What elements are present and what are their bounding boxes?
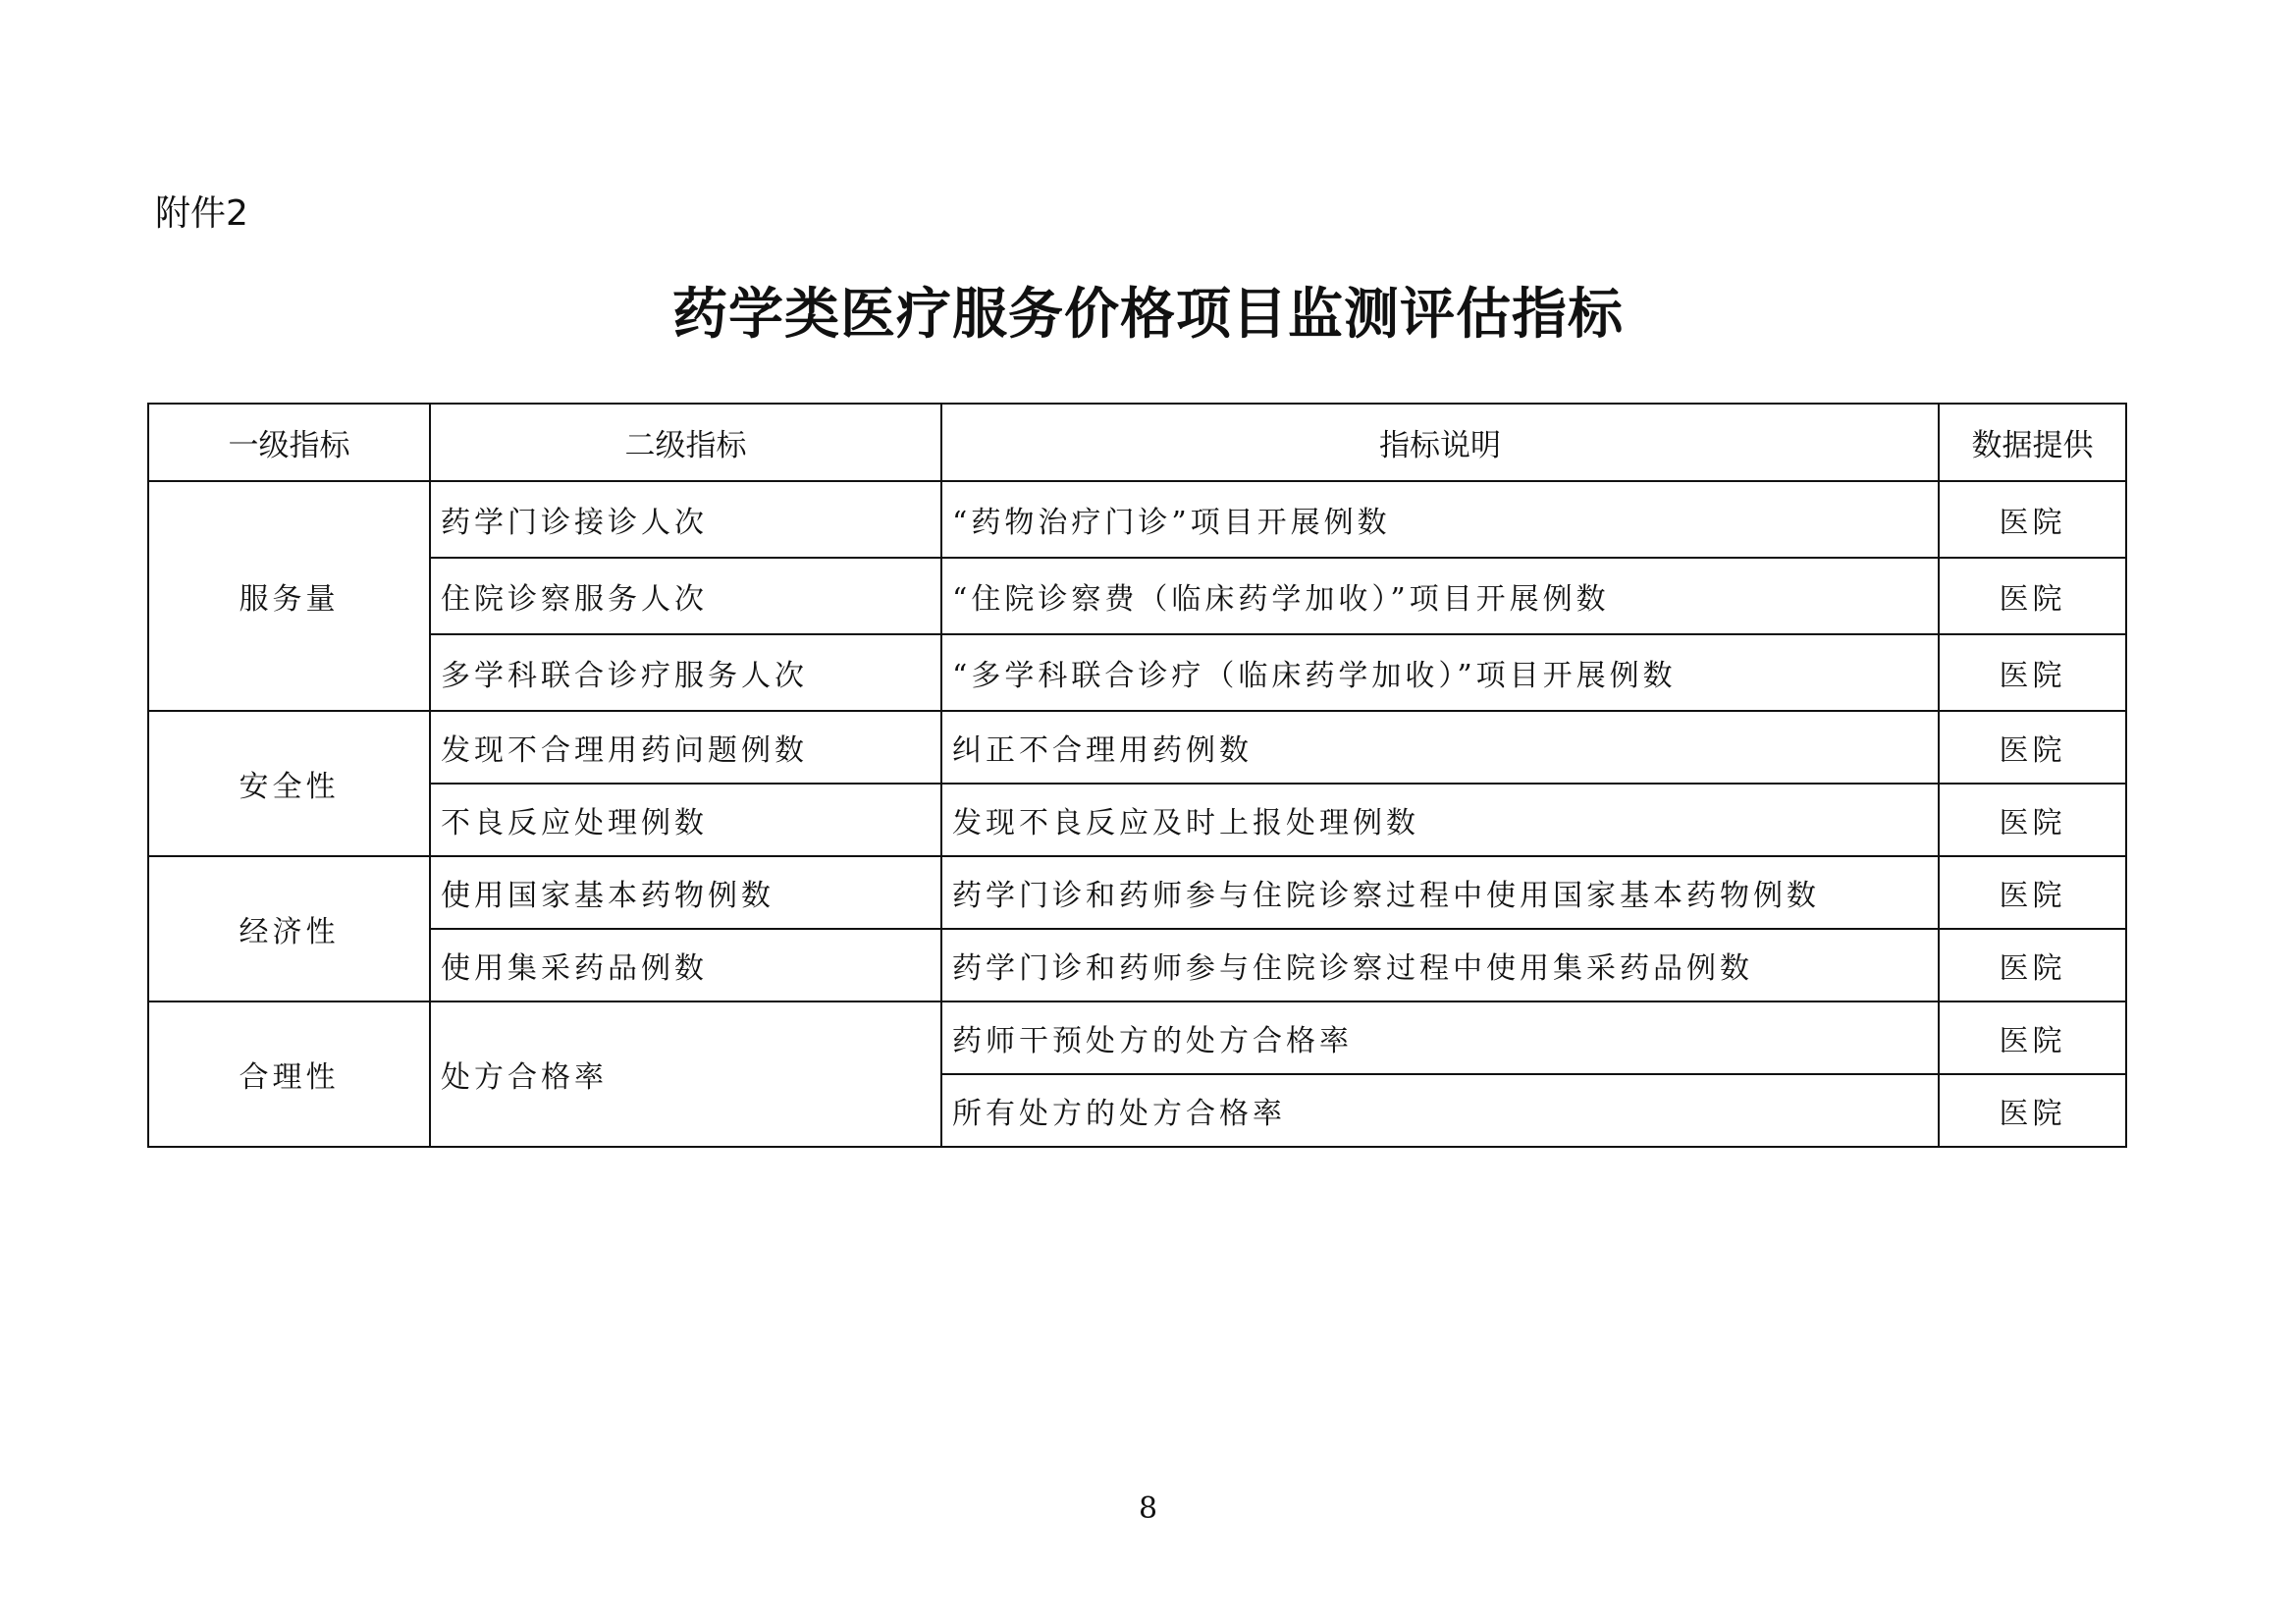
attachment-label: 附件2	[155, 193, 248, 234]
header-provider: 数据提供	[1939, 404, 2126, 481]
description-cell: 发现不良反应及时上报处理例数	[941, 784, 1939, 856]
provider-cell: 医院	[1939, 558, 2126, 634]
provider-cell: 医院	[1939, 856, 2126, 929]
header-level2: 二级指标	[430, 404, 941, 481]
description-cell: 药学门诊和药师参与住院诊察过程中使用国家基本药物例数	[941, 856, 1939, 929]
table-header-row	[148, 404, 2126, 481]
table-row	[148, 481, 2126, 558]
table-row	[148, 558, 2126, 634]
level1-cell-service-volume: 服务量	[148, 481, 430, 711]
header-description: 指标说明	[941, 404, 1939, 481]
page-number: 8	[1138, 1491, 1158, 1526]
level1-cell-economy: 经济性	[148, 856, 430, 1001]
level2-cell: 药学门诊接诊人次	[430, 481, 941, 558]
provider-cell: 医院	[1939, 711, 2126, 784]
table-row	[148, 634, 2126, 711]
description-cell: “住院诊察费（临床药学加收）”项目开展例数	[941, 558, 1939, 634]
level2-cell: 发现不合理用药问题例数	[430, 711, 941, 784]
table-row	[148, 1001, 2126, 1074]
document-title: 药学类医疗服务价格项目监测评估指标	[672, 282, 1624, 347]
table-row	[148, 929, 2126, 1001]
provider-cell: 医院	[1939, 634, 2126, 711]
provider-cell: 医院	[1939, 481, 2126, 558]
provider-cell: 医院	[1939, 1074, 2126, 1147]
description-cell: 药学门诊和药师参与住院诊察过程中使用集采药品例数	[941, 929, 1939, 1001]
level2-cell: 多学科联合诊疗服务人次	[430, 634, 941, 711]
description-cell: 所有处方的处方合格率	[941, 1074, 1939, 1147]
header-level1: 一级指标	[148, 404, 430, 481]
level1-cell-rationality: 合理性	[148, 1001, 430, 1147]
description-cell: 药师干预处方的处方合格率	[941, 1001, 1939, 1074]
provider-cell: 医院	[1939, 929, 2126, 1001]
provider-cell: 医院	[1939, 784, 2126, 856]
table-row	[148, 856, 2126, 929]
level2-cell: 使用集采药品例数	[430, 929, 941, 1001]
description-cell: “多学科联合诊疗（临床药学加收）”项目开展例数	[941, 634, 1939, 711]
indicator-table	[147, 403, 2127, 1148]
level2-cell: 住院诊察服务人次	[430, 558, 941, 634]
level2-cell: 使用国家基本药物例数	[430, 856, 941, 929]
level1-cell-safety: 安全性	[148, 711, 430, 856]
table-row	[148, 784, 2126, 856]
provider-cell: 医院	[1939, 1001, 2126, 1074]
description-cell: “药物治疗门诊”项目开展例数	[941, 481, 1939, 558]
level2-cell: 不良反应处理例数	[430, 784, 941, 856]
description-cell: 纠正不合理用药例数	[941, 711, 1939, 784]
level2-cell: 处方合格率	[430, 1001, 941, 1147]
table-row	[148, 711, 2126, 784]
